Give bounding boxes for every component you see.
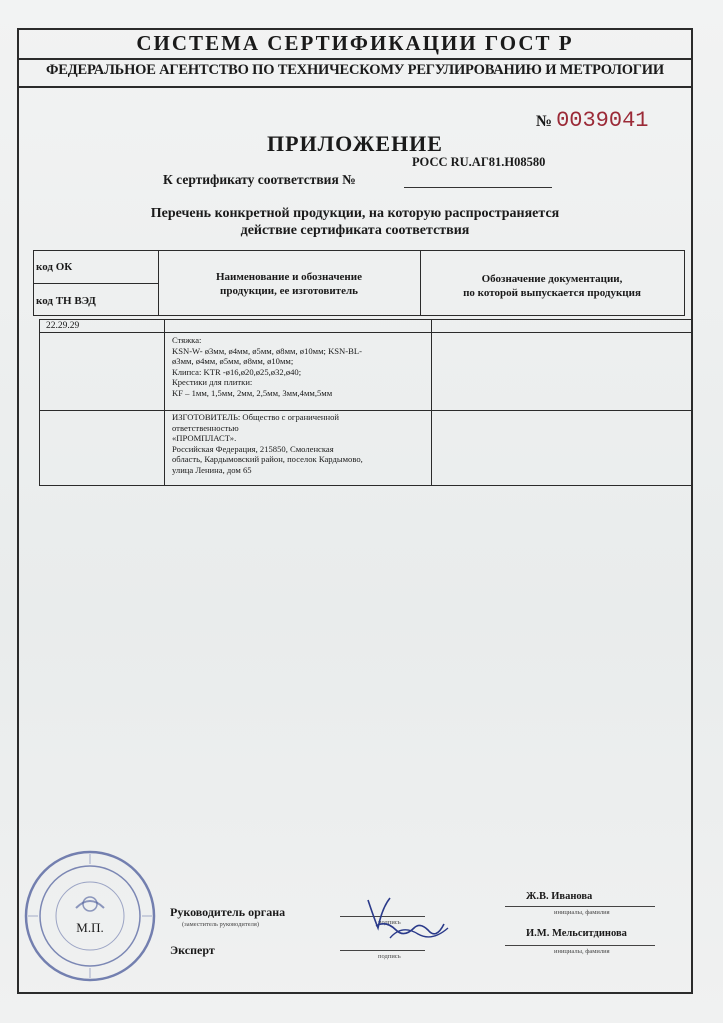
signer-name-1: Ж.В. Иванова: [526, 891, 593, 902]
manufacturer-line: Российская Федерация, 215850, Смоленская: [172, 443, 334, 454]
serial-prefix: №: [536, 113, 553, 130]
name-line: [505, 906, 655, 907]
table-divider: [164, 320, 165, 485]
expert-label: Эксперт: [170, 943, 215, 957]
product-line: KSN-W- ø3мм, ø4мм, ø5мм, ø8мм, ø10мм; KSN-BL-: [172, 345, 362, 356]
manufacturer-line: «ПРОМПЛАСТ».: [172, 433, 237, 444]
serial-number: [536, 108, 649, 133]
column-documentation-line1: Обозначение документации,: [481, 273, 623, 285]
product-line: ø3мм, ø4мм, ø5мм, ø8мм, ø10мм;: [172, 356, 294, 367]
product-list-title-line2: действие сертификата соответствия: [240, 223, 470, 238]
signature-caption: подпись: [378, 919, 401, 926]
column-documentation: [420, 272, 684, 300]
column-okp: код ОК: [36, 261, 73, 273]
header-divider-top: [17, 58, 693, 60]
certificate-reference: К сертификату соответствия №: [163, 172, 356, 187]
table-divider: [40, 410, 692, 411]
system-title: СИСТЕМА СЕРТИФИКАЦИИ ГОСТ Р: [136, 31, 574, 55]
manufacturer-line: ответственностью: [172, 422, 239, 433]
product-list-title-line1: Перечень конкретной продукции, на которую распространяется: [150, 206, 560, 221]
column-product-name-line2: продукции, ее изготовитель: [220, 285, 358, 297]
registration-number: РОСС RU.АГ81.Н08580: [412, 155, 546, 169]
product-code: 22.29.29: [46, 321, 80, 331]
stamp-mp-label: М.П.: [76, 920, 104, 935]
table-divider: [34, 283, 158, 284]
signer-name-2: И.М. Мельситдинова: [526, 928, 627, 939]
column-product-name-line1: Наименование и обозначение: [216, 271, 362, 283]
seal-stamp: [20, 846, 160, 986]
name-caption: инициалы, фамилия: [554, 909, 610, 916]
header-divider-bottom: [17, 86, 693, 88]
manufacturer-line: ИЗГОТОВИТЕЛЬ: Общество с ограниченной: [172, 412, 339, 422]
handwritten-signature: [350, 890, 470, 960]
name-line: [505, 945, 655, 946]
agency-name: ФЕДЕРАЛЬНОЕ АГЕНТСТВО ПО ТЕХНИЧЕСКОМУ РЕГУЛИРОВАНИЮ И МЕТРОЛОГИИ: [46, 62, 664, 78]
product-line: Клипса: KTR -ø16,ø20,ø25,ø32,ø40;: [172, 366, 302, 377]
product-line: KF – 1мм, 1,5мм, 2мм, 2,5мм, 3мм,4мм,5мм: [172, 387, 333, 398]
head-of-body-label: Руководитель органа: [170, 905, 286, 919]
product-line: Крестики для плитки:: [172, 377, 253, 388]
product-list-title: [17, 205, 693, 239]
signature-caption: подпись: [378, 953, 401, 960]
manufacturer-line: область, Кардымовский район, поселок Кардымово,: [172, 454, 363, 465]
column-tnved: код ТН ВЭД: [36, 295, 96, 307]
table-header: [33, 250, 685, 316]
manufacturer-line: улица Ленина, дом 65: [172, 464, 252, 475]
head-of-body-note: (заместитель руководителя): [182, 921, 260, 928]
column-product-name: [158, 270, 420, 298]
name-caption: инициалы, фамилия: [554, 948, 610, 955]
table-divider: [40, 332, 692, 333]
product-description: [172, 335, 432, 399]
manufacturer-info: [172, 412, 432, 476]
product-line: Стяжка:: [172, 335, 202, 345]
column-documentation-line2: по которой выпускается продукция: [463, 287, 641, 299]
serial-value: 0039041: [556, 108, 649, 133]
certificate-number-underline: [404, 187, 552, 188]
appendix-title: ПРИЛОЖЕНИЕ: [267, 131, 443, 156]
